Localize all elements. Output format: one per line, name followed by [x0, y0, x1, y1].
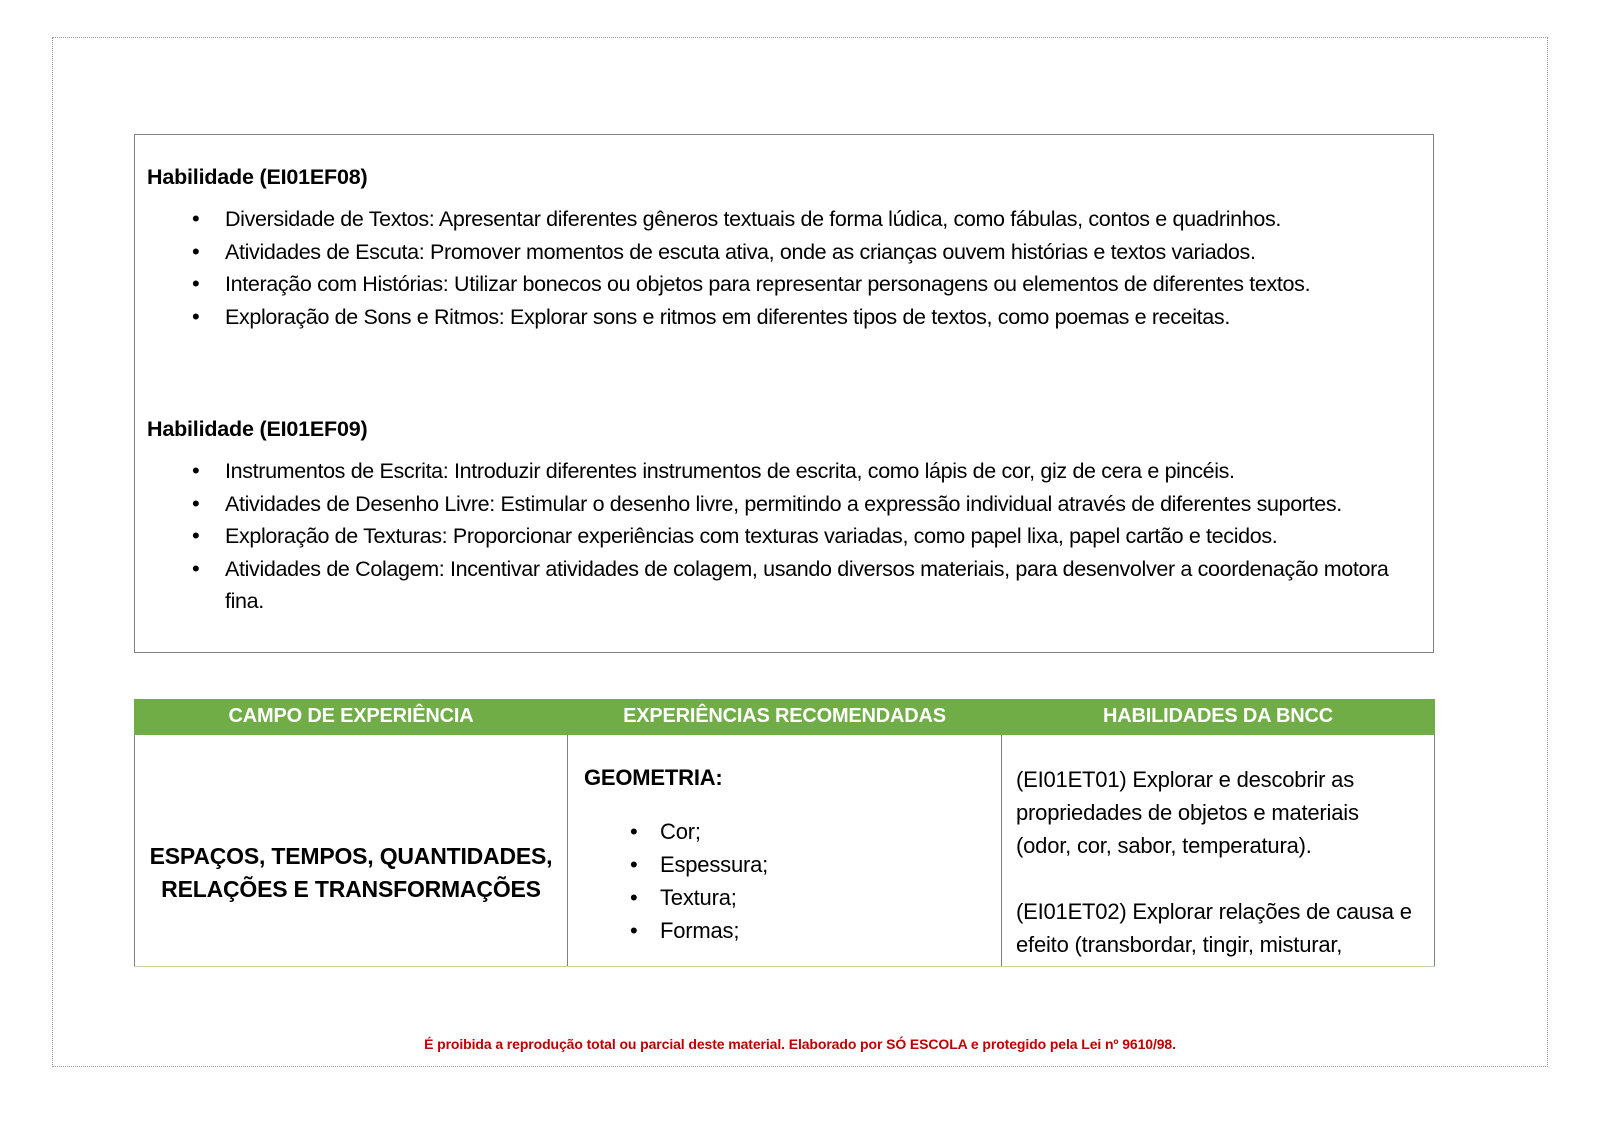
skills-content-box: [134, 134, 1434, 653]
skill-bullet-list-ei01ef08: [147, 203, 1405, 333]
cell-habilidades-da-bncc: [1002, 735, 1435, 967]
cell-experiencias-recomendadas: [568, 735, 1002, 967]
habilidades-cell-inner: [1002, 735, 1434, 961]
skill-heading-ei01ef08: Habilidade (EI01EF08): [147, 164, 368, 189]
campo-experiencia-title: ESPAÇOS, TEMPOS, QUANTIDADES, RELAÇÕES E TRANSFORMAÇÕES: [149, 842, 553, 902]
list-item: • Espessura;: [584, 848, 985, 881]
list-item: • Atividades de Escuta: Promover momentos de escuta ativa, onde as crianças ouvem histórias e textos variados.: [147, 236, 1405, 269]
list-item: • Formas;: [584, 914, 985, 947]
habilidade-ei01et02: (EI01ET02) Explorar relações de causa e efeito (transbordar, tingir, misturar,: [1016, 899, 1412, 957]
experiencias-bullet-list: [584, 815, 985, 947]
list-item: • Atividades de Colagem: Incentivar atividades de colagem, usando diversos materiais, para desenvolver a coordenação motora fina.: [147, 553, 1405, 618]
skill-bullet-list-ei01ef09: [147, 455, 1405, 618]
list-item: • Textura;: [584, 881, 985, 914]
list-item: • Atividades de Desenho Livre: Estimular o desenho livre, permitindo a expressão individual através de diferentes suportes.: [147, 488, 1405, 521]
campo-cell-inner: [135, 735, 567, 966]
list-item: • Interação com Histórias: Utilizar bonecos ou objetos para representar personagens ou elementos de diferentes textos.: [147, 268, 1405, 301]
habilidade-ei01et01: (EI01ET01) Explorar e descobrir as propriedades de objetos e materiais (odor, cor, sabor, temperatura).: [1016, 767, 1359, 858]
list-item: • Instrumentos de Escrita: Introduzir diferentes instrumentos de escrita, como lápis de cor, giz de cera e pincéis.: [147, 455, 1405, 488]
experiencias-cell-inner: [568, 735, 1001, 947]
table-row: [135, 735, 1435, 967]
list-item: • Cor;: [584, 815, 985, 848]
list-item: • Exploração de Texturas: Proporcionar experiências com texturas variadas, como papel lixa, papel cartão e tecidos.: [147, 520, 1405, 553]
skill-heading-ei01ef09: Habilidade (EI01EF09): [147, 416, 368, 441]
table-header-row: [135, 700, 1435, 735]
column-header-campo-de-experiencia: CAMPO DE EXPERIÊNCIA: [135, 700, 568, 735]
column-header-experiencias-recomendadas: EXPERIÊNCIAS RECOMENDADAS: [568, 700, 1002, 735]
list-item: • Exploração de Sons e Ritmos: Explorar sons e ritmos em diferentes tipos de textos, como poemas e receitas.: [147, 301, 1405, 334]
geometria-subtitle: GEOMETRIA:: [584, 765, 723, 790]
copyright-notice: É proibida a reprodução total ou parcial deste material. Elaborado por SÓ ESCOLA e protegido pela Lei nº 9610/98.: [424, 1036, 1176, 1052]
list-item: • Diversidade de Textos: Apresentar diferentes gêneros textuais de forma lúdica, como fábulas, contos e quadrinhos.: [147, 203, 1405, 236]
column-header-habilidades-da-bncc: HABILIDADES DA BNCC: [1002, 700, 1435, 735]
bncc-table: [134, 699, 1435, 967]
cell-campo-de-experiencia: [135, 735, 568, 967]
